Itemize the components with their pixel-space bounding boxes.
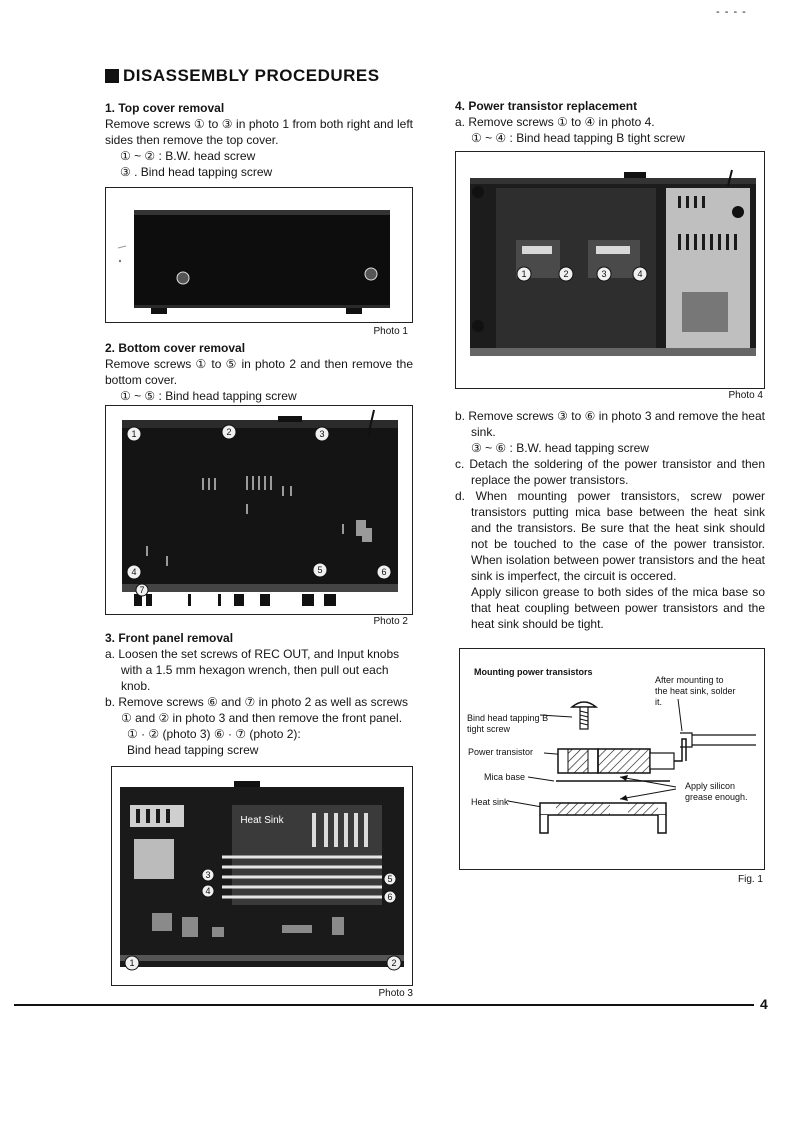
section-1-body: Remove screws ① to ③ in photo 1 from both right and left sides then remove the top cover. [105, 117, 413, 147]
photo-2-callout-7: 7 [139, 585, 145, 595]
figure-1-heat-sink-label: Heat sink [471, 797, 509, 807]
photo-3-label: Heat Sink [240, 815, 284, 826]
photo-2-callout-3: 3 [319, 429, 325, 439]
title-square-icon [105, 69, 119, 83]
photo-2-caption: Photo 2 [373, 616, 408, 627]
figure-1-power-transistor-label: Power transistor [468, 747, 534, 757]
photo-2 [105, 405, 413, 615]
figure-1-drawing [460, 649, 764, 869]
photo-1-caption: Photo 1 [373, 326, 408, 337]
section-1-line2: ③ . Bind head tapping screw [120, 165, 273, 179]
section-1 [105, 100, 413, 180]
photo-3-caption: Photo 3 [378, 988, 413, 999]
section-4-item-b-line: ③ ~ ⑥ : B.W. head tapping screw [471, 441, 649, 455]
section-4-heading: 4. Power transistor replacement [455, 99, 638, 113]
photo-3-callout-3: 3 [205, 870, 211, 880]
figure-1-bind-screw-label: Bind head tapping B tight screw [467, 713, 549, 734]
photo-3-callout-1: 1 [129, 958, 135, 968]
photo-4-callout-1: 1 [521, 269, 527, 279]
footer-rule [14, 1004, 754, 1006]
figure-1-apply-grease-label: Apply silicon grease enough. [685, 781, 748, 802]
photo-3-callout-4: 4 [205, 886, 211, 896]
photo-1 [105, 187, 413, 323]
section-2 [105, 340, 413, 404]
section-1-heading: 1. Top cover removal [105, 101, 225, 115]
photo-2-callout-6: 6 [381, 567, 387, 577]
photo-4 [455, 151, 765, 389]
page-title: DISASSEMBLY PROCEDURES [123, 66, 380, 85]
section-3-line2: Bind head tapping screw [127, 743, 259, 757]
header-mark: - - - - [716, 6, 747, 18]
photo-4-callout-3: 3 [601, 269, 607, 279]
figure-1-title: Mounting power transistors [474, 667, 593, 677]
section-4-item-d: d. When mounting power transistors, screw power transistors putting mica base between the heat sink and the transistors. Be sure that the heat sink should not be touched to the case of the power transistor. When isolation between power transistors and the heat sink is imperfect, the circuit is occered. [455, 489, 765, 583]
section-3-line1: ① · ② (photo 3) ⑥ · ⑦ (photo 2): [127, 727, 301, 741]
section-4-item-d2: Apply silicon grease to both sides of the mica base so that heat coupling between power transistors and the heat sink should be tight. [471, 585, 765, 631]
section-1-line1: ① ~ ② : B.W. head screw [120, 149, 256, 163]
photo-4-caption: Photo 4 [728, 390, 763, 401]
section-4-item-b: b. Remove screws ③ to ⑥ in photo 3 and remove the heat sink. [455, 409, 765, 439]
photo-4-callout-2: 2 [563, 269, 569, 279]
section-2-line1: ① ~ ⑤ : Bind head tapping screw [120, 389, 297, 403]
photo-3-callout-2: 2 [391, 958, 397, 968]
page-number: 4 [760, 996, 768, 1012]
photo-3-callout-6: 6 [387, 892, 393, 902]
section-4-item-c: c. Detach the soldering of the power transistor and then replace the power transistors. [455, 457, 765, 487]
section-4-item-a-line: ① ~ ④ : Bind head tapping B tight screw [471, 131, 685, 145]
section-3-heading: 3. Front panel removal [105, 631, 234, 645]
photo-2-callout-2: 2 [226, 427, 232, 437]
section-3-item-b: b. Remove screws ⑥ and ⑦ in photo 2 as well as screws ① and ② in photo 3 and then remove the front panel. [105, 695, 408, 725]
figure-1-caption: Fig. 1 [737, 874, 763, 885]
photo-4-callout-4: 4 [637, 269, 643, 279]
section-4-item-a: a. Remove screws ① to ④ in photo 4. [455, 115, 655, 129]
section-2-body: Remove screws ① to ⑤ in photo 2 and then remove the bottom cover. [105, 357, 413, 387]
photo-3 [111, 766, 413, 986]
section-3 [105, 630, 415, 758]
section-3-item-a: a. Loosen the set screws of REC OUT, and Input knobs with a 1.5 mm hexagon wrench, then pull out each knob. [105, 647, 400, 693]
photo-2-callout-4: 4 [131, 567, 137, 577]
section-2-heading: 2. Bottom cover removal [105, 341, 246, 355]
photo-2-callout-5: 5 [317, 565, 323, 575]
page-title-block [105, 66, 380, 86]
figure-1-mica-base-label: Mica base [484, 772, 526, 782]
section-4-continued [455, 408, 765, 632]
figure-1-after-mounting: After mounting to the heat sink, solder it. [655, 675, 736, 707]
photo-2-callout-1: 1 [131, 429, 137, 439]
section-4-top [455, 98, 765, 146]
photo-3-callout-5: 5 [387, 874, 393, 884]
figure-1 [459, 648, 765, 870]
